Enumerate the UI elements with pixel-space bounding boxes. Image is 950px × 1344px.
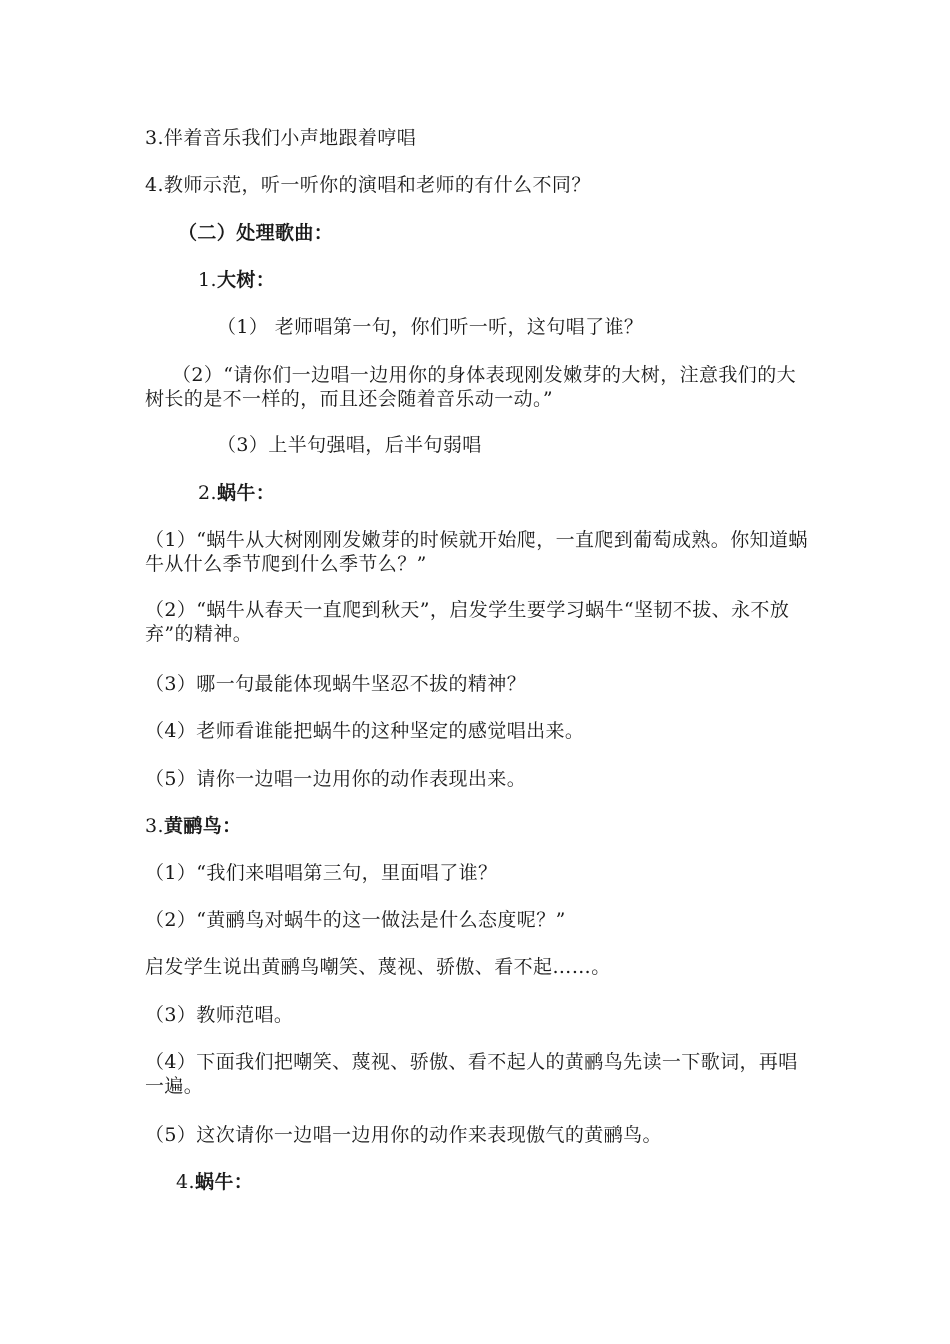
- step-4-text: 4.教师示范，听一听你的演唱和老师的有什么不同？: [145, 174, 591, 196]
- subsection-number: 3.: [145, 815, 164, 837]
- paragraph: 启发学生说出黄鹂鸟嘲笑、蔑视、骄傲、看不起……。: [145, 956, 611, 978]
- subsection-number: 2.: [198, 482, 217, 504]
- subsection-title: 蜗牛：: [216, 482, 276, 504]
- section-heading: （二）处理歌曲：: [178, 222, 334, 244]
- subsection-2-heading: [198, 481, 275, 505]
- subsection-3-heading: [145, 814, 242, 838]
- list-item: （1）“蜗牛从大树刚刚发嫩芽的时候就开始爬，一直爬到葡萄成熟。你知道蜗牛从什么季节爬到什么季节么？”: [145, 529, 808, 575]
- list-item: （5）请你一边唱一边用你的动作表现出来。: [145, 768, 527, 790]
- list-item: （2）“请你们一边唱一边用你的身体表现刚发嫩芽的大树，注意我们的大树长的是不一样的，而且还会随着音乐动一动。”: [145, 364, 797, 410]
- list-item: （4）下面我们把嘲笑、蔑视、骄傲、看不起人的黄鹂鸟先读一下歌词，再唱一遍。: [145, 1051, 798, 1097]
- subsection-4-heading: [176, 1170, 253, 1194]
- subsection-number: 4.: [176, 1171, 195, 1193]
- subsection-title: 大树：: [216, 269, 276, 291]
- subsection-title: 蜗牛：: [194, 1171, 254, 1193]
- list-item: （2）“黄鹂鸟对蜗牛的这一做法是什么态度呢？”: [145, 909, 566, 931]
- subsection-1-heading: [198, 268, 275, 292]
- subsection-number: 1.: [198, 269, 217, 291]
- list-item: （4）老师看谁能把蜗牛的这种坚定的感觉唱出来。: [145, 720, 585, 742]
- list-item: （1）“我们来唱唱第三句，里面唱了谁？: [145, 862, 498, 884]
- subsection-title: 黄鹂鸟：: [163, 815, 242, 837]
- list-item: （3）哪一句最能体现蜗牛坚忍不拔的精神？: [145, 673, 527, 695]
- list-item: （3）教师范唱。: [145, 1004, 294, 1026]
- list-item: （3）上半句强唱，后半句弱唱: [217, 434, 482, 456]
- step-3-text: 3.伴着音乐我们小声地跟着哼唱: [145, 127, 417, 149]
- list-item: （2）“蜗牛从春天一直爬到秋天”，启发学生要学习蜗牛“坚韧不拔、永不放弃”的精神。: [145, 599, 790, 645]
- list-item: （1） 老师唱第一句，你们听一听，这句唱了谁？: [217, 316, 644, 338]
- list-item: （5）这次请你一边唱一边用你的动作来表现傲气的黄鹂鸟。: [145, 1124, 662, 1146]
